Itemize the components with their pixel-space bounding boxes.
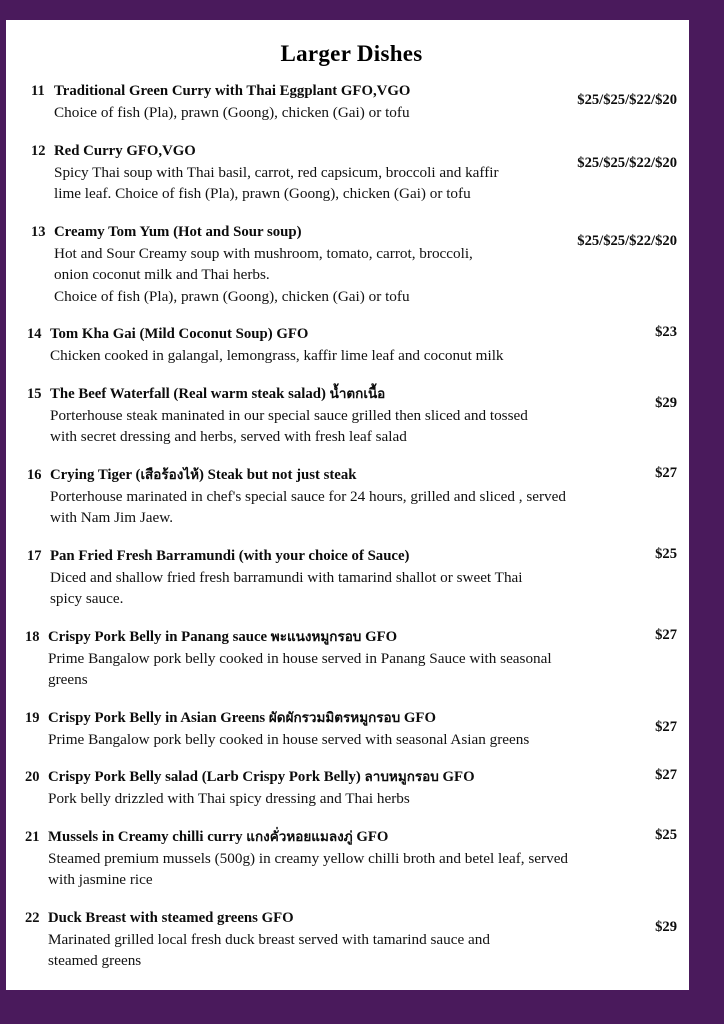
item-name-thai: พะแนงหมูกรอบ: [270, 628, 362, 645]
item-name-thai: ผัดผักรวมมิตรหมูกรอบ: [268, 709, 401, 726]
menu-item: [6, 465, 689, 529]
item-body: [50, 465, 566, 529]
item-name-en-suffix: GFO: [442, 769, 475, 785]
item-number: 16: [27, 466, 42, 483]
item-description: Diced and shallow fried fresh barramundi with tamarind shallot or sweet Thai spicy sauce.: [50, 568, 523, 607]
item-price: $25/$25/$22/$20: [577, 154, 677, 171]
item-description: Porterhouse marinated in chef's special sauce for 24 hours, grilled and sliced , served with Nam Jim Jaew.: [50, 487, 566, 526]
item-name: Duck Breast with steamed greens GFO: [48, 909, 294, 926]
item-number: 22: [25, 909, 40, 926]
item-name: [48, 708, 537, 729]
item-number: 18: [25, 628, 40, 645]
menu-item: [6, 546, 689, 610]
item-name: [50, 384, 537, 405]
menu-item: [6, 827, 689, 891]
item-name-en-suffix: GFO: [403, 709, 436, 726]
item-name: [48, 627, 537, 648]
menu-item: [6, 708, 689, 751]
item-name: [48, 827, 537, 848]
item-description: Pork belly drizzled with Thai spicy dressing and Thai herbs: [48, 790, 410, 807]
item-name: Tom Kha Gai (Mild Coconut Soup) GFO: [50, 326, 309, 342]
item-number: 20: [25, 769, 40, 785]
menu-page: [6, 20, 689, 990]
item-name: [48, 767, 537, 788]
item-name-en-prefix: Crying Tiger (: [50, 466, 141, 483]
item-name-en: Crispy Pork Belly salad (Larb Crispy Pork Belly): [48, 769, 361, 785]
item-price: $25/$25/$22/$20: [577, 232, 677, 249]
item-price: $25/$25/$22/$20: [577, 92, 677, 108]
item-name-en-suffix: GFO: [356, 828, 389, 845]
menu-item: [6, 141, 689, 205]
item-name: [50, 465, 537, 486]
item-name: Traditional Green Curry with Thai Eggplant GFO,VGO: [54, 83, 411, 99]
item-description: Prime Bangalow pork belly cooked in house served in Panang Sauce with seasonal greens: [48, 649, 552, 688]
menu-item: [6, 81, 689, 124]
menu-item: [6, 627, 689, 691]
menu-item-list: [6, 81, 689, 972]
item-name-en-suffix: ) Steak but not just steak: [199, 466, 357, 483]
menu-item: [6, 767, 689, 810]
item-name-thai: น้ำตกเนื้อ: [329, 385, 386, 402]
item-name: Pan Fried Fresh Barramundi (with your choice of Sauce): [50, 547, 410, 564]
item-name-thai: แกงคั่วหอยแมลงภู่: [246, 828, 353, 845]
item-name: Creamy Tom Yum (Hot and Sour soup): [54, 223, 302, 240]
item-body: [50, 324, 543, 367]
item-description: Choice of fish (Pla), prawn (Goong), chicken (Gai) or tofu: [54, 104, 410, 121]
item-number: 14: [27, 326, 42, 342]
item-description: Spicy Thai soup with Thai basil, carrot, red capsicum, broccoli and kaffir lime leaf. Choice of fish (Pla), prawn (Goong), chicken (Gai) or tofu: [54, 163, 499, 202]
item-body: [48, 827, 569, 891]
item-number: 13: [31, 223, 46, 240]
item-description: Chicken cooked in galangal, lemongrass, kaffir lime leaf and coconut milk: [50, 347, 504, 364]
item-number: 11: [31, 83, 45, 99]
item-price: $25: [655, 545, 677, 562]
page-title: Larger Dishes: [280, 41, 423, 66]
item-number: 19: [25, 709, 40, 726]
item-description-line2: Choice of fish (Pla), prawn (Goong), chicken (Gai) or tofu: [54, 287, 410, 305]
item-price: $29: [655, 394, 677, 411]
item-price: $27: [655, 626, 677, 643]
item-price: $23: [655, 324, 677, 340]
item-name-en-suffix: GFO: [365, 628, 398, 645]
item-number: 12: [31, 142, 46, 159]
item-description: Prime Bangalow pork belly cooked in house served with seasonal Asian greens: [48, 730, 530, 748]
item-name: Red Curry GFO,VGO: [54, 142, 196, 159]
item-number: 15: [27, 385, 42, 402]
item-number: 21: [25, 828, 40, 845]
item-price: $27: [655, 718, 677, 735]
item-description: Porterhouse steak maninated in our special sauce grilled then sliced and tossed with secret dressing and herbs, served with fresh leaf salad: [50, 406, 528, 445]
item-price: $25: [655, 826, 677, 843]
item-description: Steamed premium mussels (500g) in creamy yellow chilli broth and betel leaf, served with jasmine rice: [48, 849, 569, 888]
item-body: [50, 384, 543, 448]
menu-item: [6, 908, 689, 972]
item-name-en: Crispy Pork Belly in Panang sauce: [48, 628, 268, 645]
item-name-thai: ลาบหมูกรอบ: [364, 769, 439, 785]
item-number: 17: [27, 547, 42, 564]
item-name-en: Crispy Pork Belly in Asian Greens: [48, 709, 266, 726]
item-body: [48, 767, 543, 810]
item-description: Hot and Sour Creamy soup with mushroom, tomato, carrot, broccoli, onion coconut milk and Thai herbs.: [54, 244, 473, 283]
item-body: [50, 546, 543, 610]
item-name-en: The Beef Waterfall (Real warm steak salad): [50, 385, 326, 402]
menu-item: [6, 324, 689, 367]
item-body: [48, 627, 552, 691]
menu-item: [6, 222, 689, 308]
item-price: $27: [655, 464, 677, 481]
item-price: $27: [655, 767, 677, 783]
item-body: [48, 708, 543, 751]
item-name-thai: เสือร้องไห้: [140, 466, 200, 483]
item-body: [54, 81, 543, 124]
item-name-en: Mussels in Creamy chilli curry: [48, 828, 243, 845]
item-body: [48, 908, 543, 972]
menu-item: [6, 384, 689, 448]
item-description: Marinated grilled local fresh duck breast served with tamarind sauce and steamed greens: [48, 930, 490, 969]
item-body: [54, 222, 543, 308]
item-price: $29: [655, 918, 677, 935]
item-body: [54, 141, 543, 205]
